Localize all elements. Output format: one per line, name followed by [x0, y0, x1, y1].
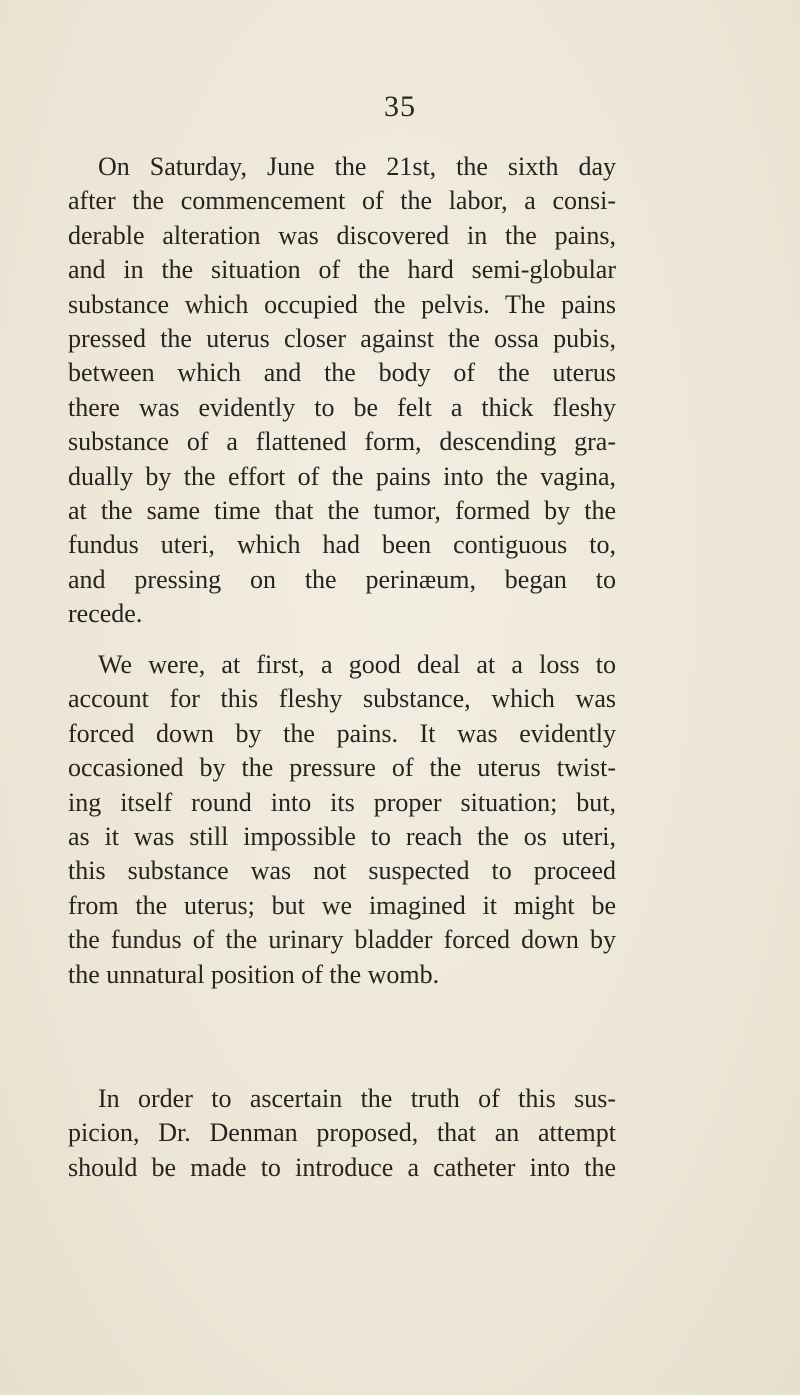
text-line: We were, at first, a good deal at a loss to: [98, 650, 616, 679]
text-line: from the uterus; but we imagined it might be: [68, 890, 616, 920]
text-line: On Saturday, June the 21st, the sixth day: [98, 152, 616, 181]
text-line: the fundus of the urinary bladder forced down by: [68, 925, 616, 955]
text-line: dually by the effort of the pains into the vagina,: [68, 461, 616, 491]
text-line: substance of a flattened form, descending gra-: [68, 427, 616, 457]
text-line: and in the situation of the hard semi-globular: [68, 255, 616, 285]
text-line: as it was still impossible to reach the os uteri,: [68, 822, 616, 852]
text-line: fundus uteri, which had been contiguous to,: [68, 530, 616, 560]
text-line: the unnatural position of the womb.: [68, 959, 440, 989]
text-line: between which and the body of the uterus: [68, 358, 616, 388]
text-line: at the same time that the tumor, formed by the: [68, 496, 616, 526]
text-line: In order to ascertain the truth of this sus-: [98, 1084, 616, 1113]
text-line: there was evidently to be felt a thick fleshy: [68, 392, 616, 422]
paragraph-1: [68, 150, 616, 632]
text-line: ing itself round into its proper situation; but,: [68, 787, 616, 817]
text-line: after the commencement of the labor, a consi-: [68, 186, 616, 216]
text-line: derable alteration was discovered in the pains,: [68, 220, 616, 250]
text-line: occasioned by the pressure of the uterus twist-: [68, 753, 616, 783]
text-line: account for this fleshy substance, which was: [68, 684, 616, 714]
text-line: pressed the uterus closer against the ossa pubis,: [68, 324, 616, 354]
paragraph-2: [68, 648, 616, 992]
text-line: picion, Dr. Denman proposed, that an attempt: [68, 1118, 616, 1148]
text-line: substance which occupied the pelvis. The pains: [68, 289, 616, 319]
text-line: should be made to introduce a catheter into the: [68, 1152, 616, 1182]
text-line: recede.: [68, 599, 143, 629]
text-line: and pressing on the perinæum, began to: [68, 564, 616, 594]
text-line: forced down by the pains. It was evidently: [68, 718, 616, 748]
paragraph-3: [68, 1082, 616, 1185]
page-number: 35: [384, 90, 416, 123]
text-line: this substance was not suspected to proceed: [68, 856, 616, 886]
